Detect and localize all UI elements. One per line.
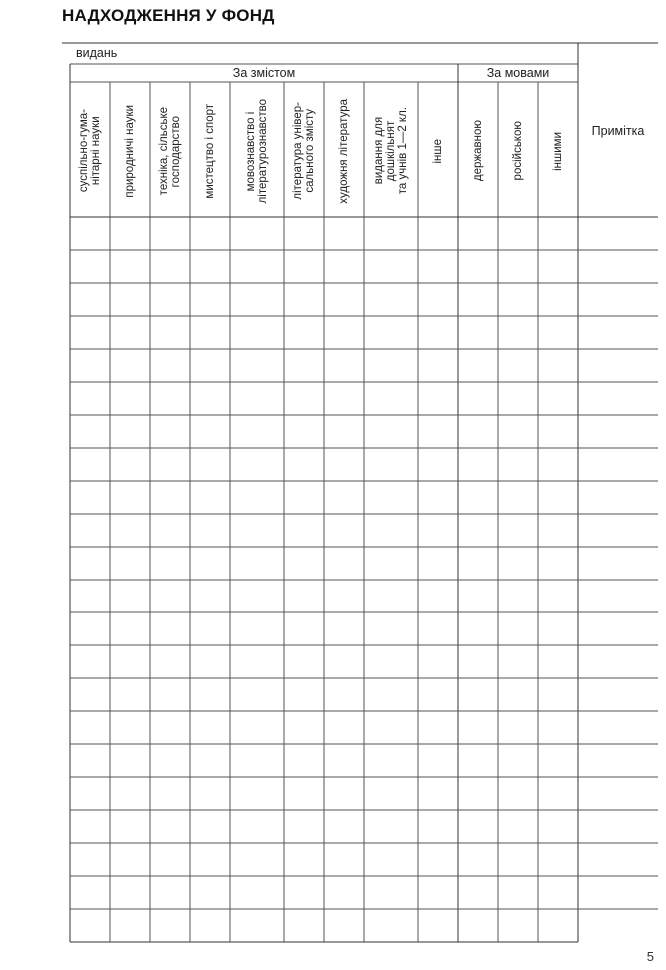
header-vydan: видань: [76, 46, 118, 60]
column-header: державною: [472, 120, 484, 182]
header-za-zmistom: За змістом: [232, 66, 296, 80]
column-header: література універ- сального змісту: [292, 102, 316, 200]
header-za-movamy: За мовами: [486, 66, 550, 80]
page-number: 5: [646, 949, 654, 964]
page-title: НАДХОДЖЕННЯ У ФОНД: [62, 6, 275, 25]
column-header: інше: [432, 138, 444, 164]
column-header: мовознавство і літературознавство: [245, 98, 269, 204]
column-header: російською: [512, 121, 524, 181]
column-header: іншими: [552, 131, 564, 171]
header-prymitka: Примітка: [591, 124, 645, 138]
column-header: видання для дошкільнят та учнів 1—2 кл.: [373, 107, 409, 195]
column-header: техніка, сільське господарство: [158, 106, 182, 196]
column-header: суспільно-гума- нітарні науки: [78, 109, 102, 193]
column-header: мистецтво і спорт: [204, 103, 216, 199]
column-header: художня література: [338, 98, 350, 204]
column-header: природничі науки: [124, 104, 136, 198]
